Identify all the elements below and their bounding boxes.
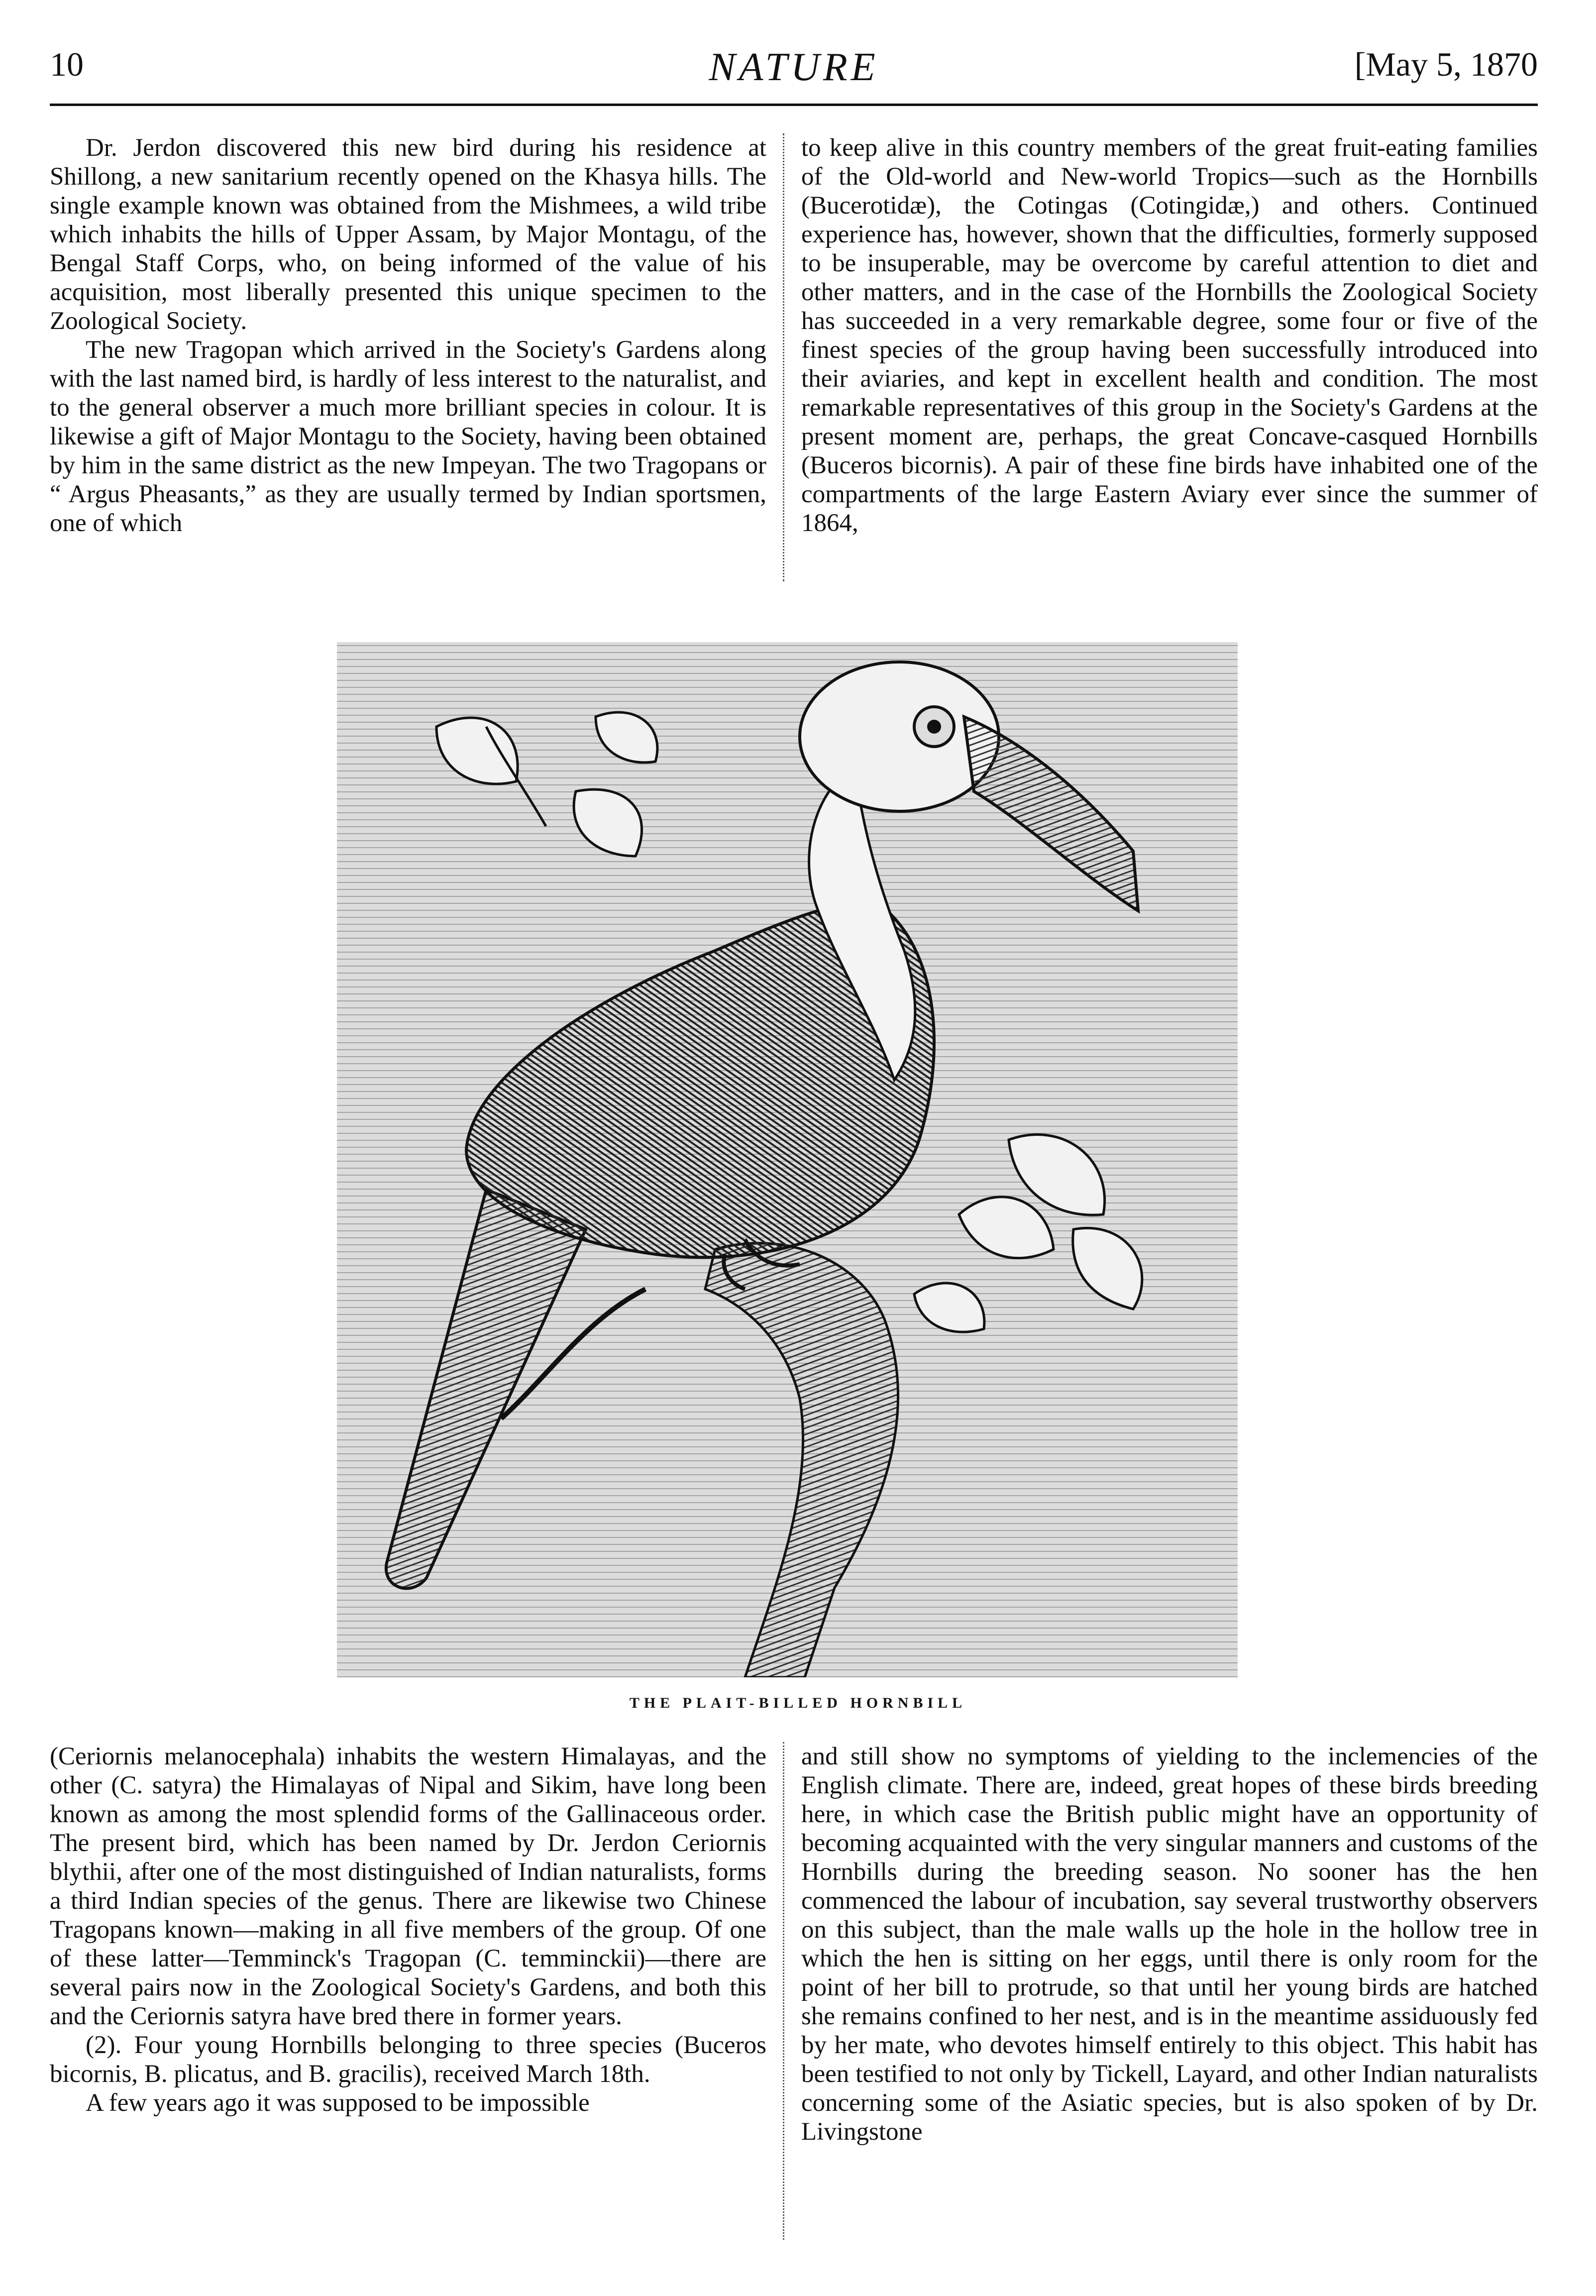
column-left-bottom <box>50 1742 766 2117</box>
page-header <box>50 45 1538 100</box>
column-divider <box>783 1742 784 2240</box>
column-left-top <box>50 133 766 538</box>
header-rule <box>50 104 1538 106</box>
paragraph: to keep alive in this country members of the great fruit-eating families of the Old-world and New-world Tropics—such as the Hornbills (Bucerotidæ), the Cotingas (Cotingidæ,) and others. Continued experience has, however, shown that the difficulties, formerly supposed to be insuperable, may be overcome by careful attention to diet and other matters, and in the case of the Hornbills the Zoological Society has succeeded in a very remarkable degree, some four or five of the finest species of the group having been successfully introduced into their aviaries, and kept in excellent health and condition. The most remarkable representatives of this group in the Society's Gardens at the present moment are, perhaps, the great Concave-casqued Hornbills (Buceros bicornis). A pair of these fine birds have inhabited one of the compartments of the large Eastern Aviary ever since the summer of 1864, <box>801 134 1538 537</box>
paragraph: The new Tragopan which arrived in the Society's Gardens along with the last named bird, is hardly of less interest to the naturalist, and to the general observer a much more brilliant species in colour. It is likewise a gift of Major Montagu to the Society, having been obtained by him in the same district as the new Impeyan. The two Tragopans or “ Argus Pheasants,” as they are usually termed by Indian sportsmen, one of which <box>50 336 766 537</box>
paragraph: A few years ago it was supposed to be impossible <box>86 2089 590 2117</box>
column-divider <box>783 133 784 581</box>
figure-caption: THE PLAIT-BILLED HORNBILL <box>629 1695 967 1711</box>
hornbill-engraving <box>337 642 1238 1677</box>
paragraph: (2). Four young Hornbills belonging to three species (Buceros bicornis, B. plicatus, and B. gracilis), received March 18th. <box>50 2031 766 2088</box>
paragraph: and still show no symptoms of yielding to the inclemencies of the English climate. There are, indeed, great hopes of these birds breeding here, in which case the British public might have an opportunity of becoming acquainted with the very singular manners and customs of the Hornbills during the breeding season. No sooner has the hen commenced the labour of incubation, say several trustworthy observers on this subject, than the male walls up the hole in the hollow tree in which the hen is sitting on her eggs, until there is only room for the point of her bill to protrude, so that until her young birds are hatched she remains confined to her nest, and is in the meantime assiduously fed by her mate, who devotes himself entirely to this object. This habit has been testified to not only by Tickell, Layard, and other Indian naturalists concerning some of the Asiatic species, but is also spoken of by Dr. Livingstone <box>801 1743 1538 2146</box>
page-number: 10 <box>50 45 84 83</box>
paragraph: Dr. Jerdon discovered this new bird during his residence at Shillong, a new sanitarium recently opened on the Khasya hills. The single example known was obtained from the Mishmees, a wild tribe which inhabits the hills of Upper Assam, by Major Montagu, of the Bengal Staff Corps, who, on being informed of the value of his acquisition, most liberally presented this unique specimen to the Zoological Society. <box>50 134 766 335</box>
column-right-bottom <box>801 1742 1538 2146</box>
column-right-top <box>801 133 1538 538</box>
paragraph: (Ceriornis melanocephala) inhabits the western Himalayas, and the other (C. satyra) the Himalayas of Nipal and Sikim, have long been known as among the most splendid forms of the Gallinaceous order. The present bird, which has been named by Dr. Jerdon Ceriornis blythii, after one of the most distinguished of Indian naturalists, forms a third Indian species of the genus. There are likewise two Chinese Tragopans known—making in all five members of the group. Of one of these latter—Temminck's Tragopan (C. temminckii)—there are several pairs now in the Zoological Society's Gardens, and both this and the Ceriornis satyra have bred there in former years. <box>50 1743 766 2030</box>
hornbill-illustration <box>337 642 1238 1677</box>
issue-date: [May 5, 1870 <box>1354 45 1538 83</box>
journal-title: NATURE <box>709 45 879 89</box>
